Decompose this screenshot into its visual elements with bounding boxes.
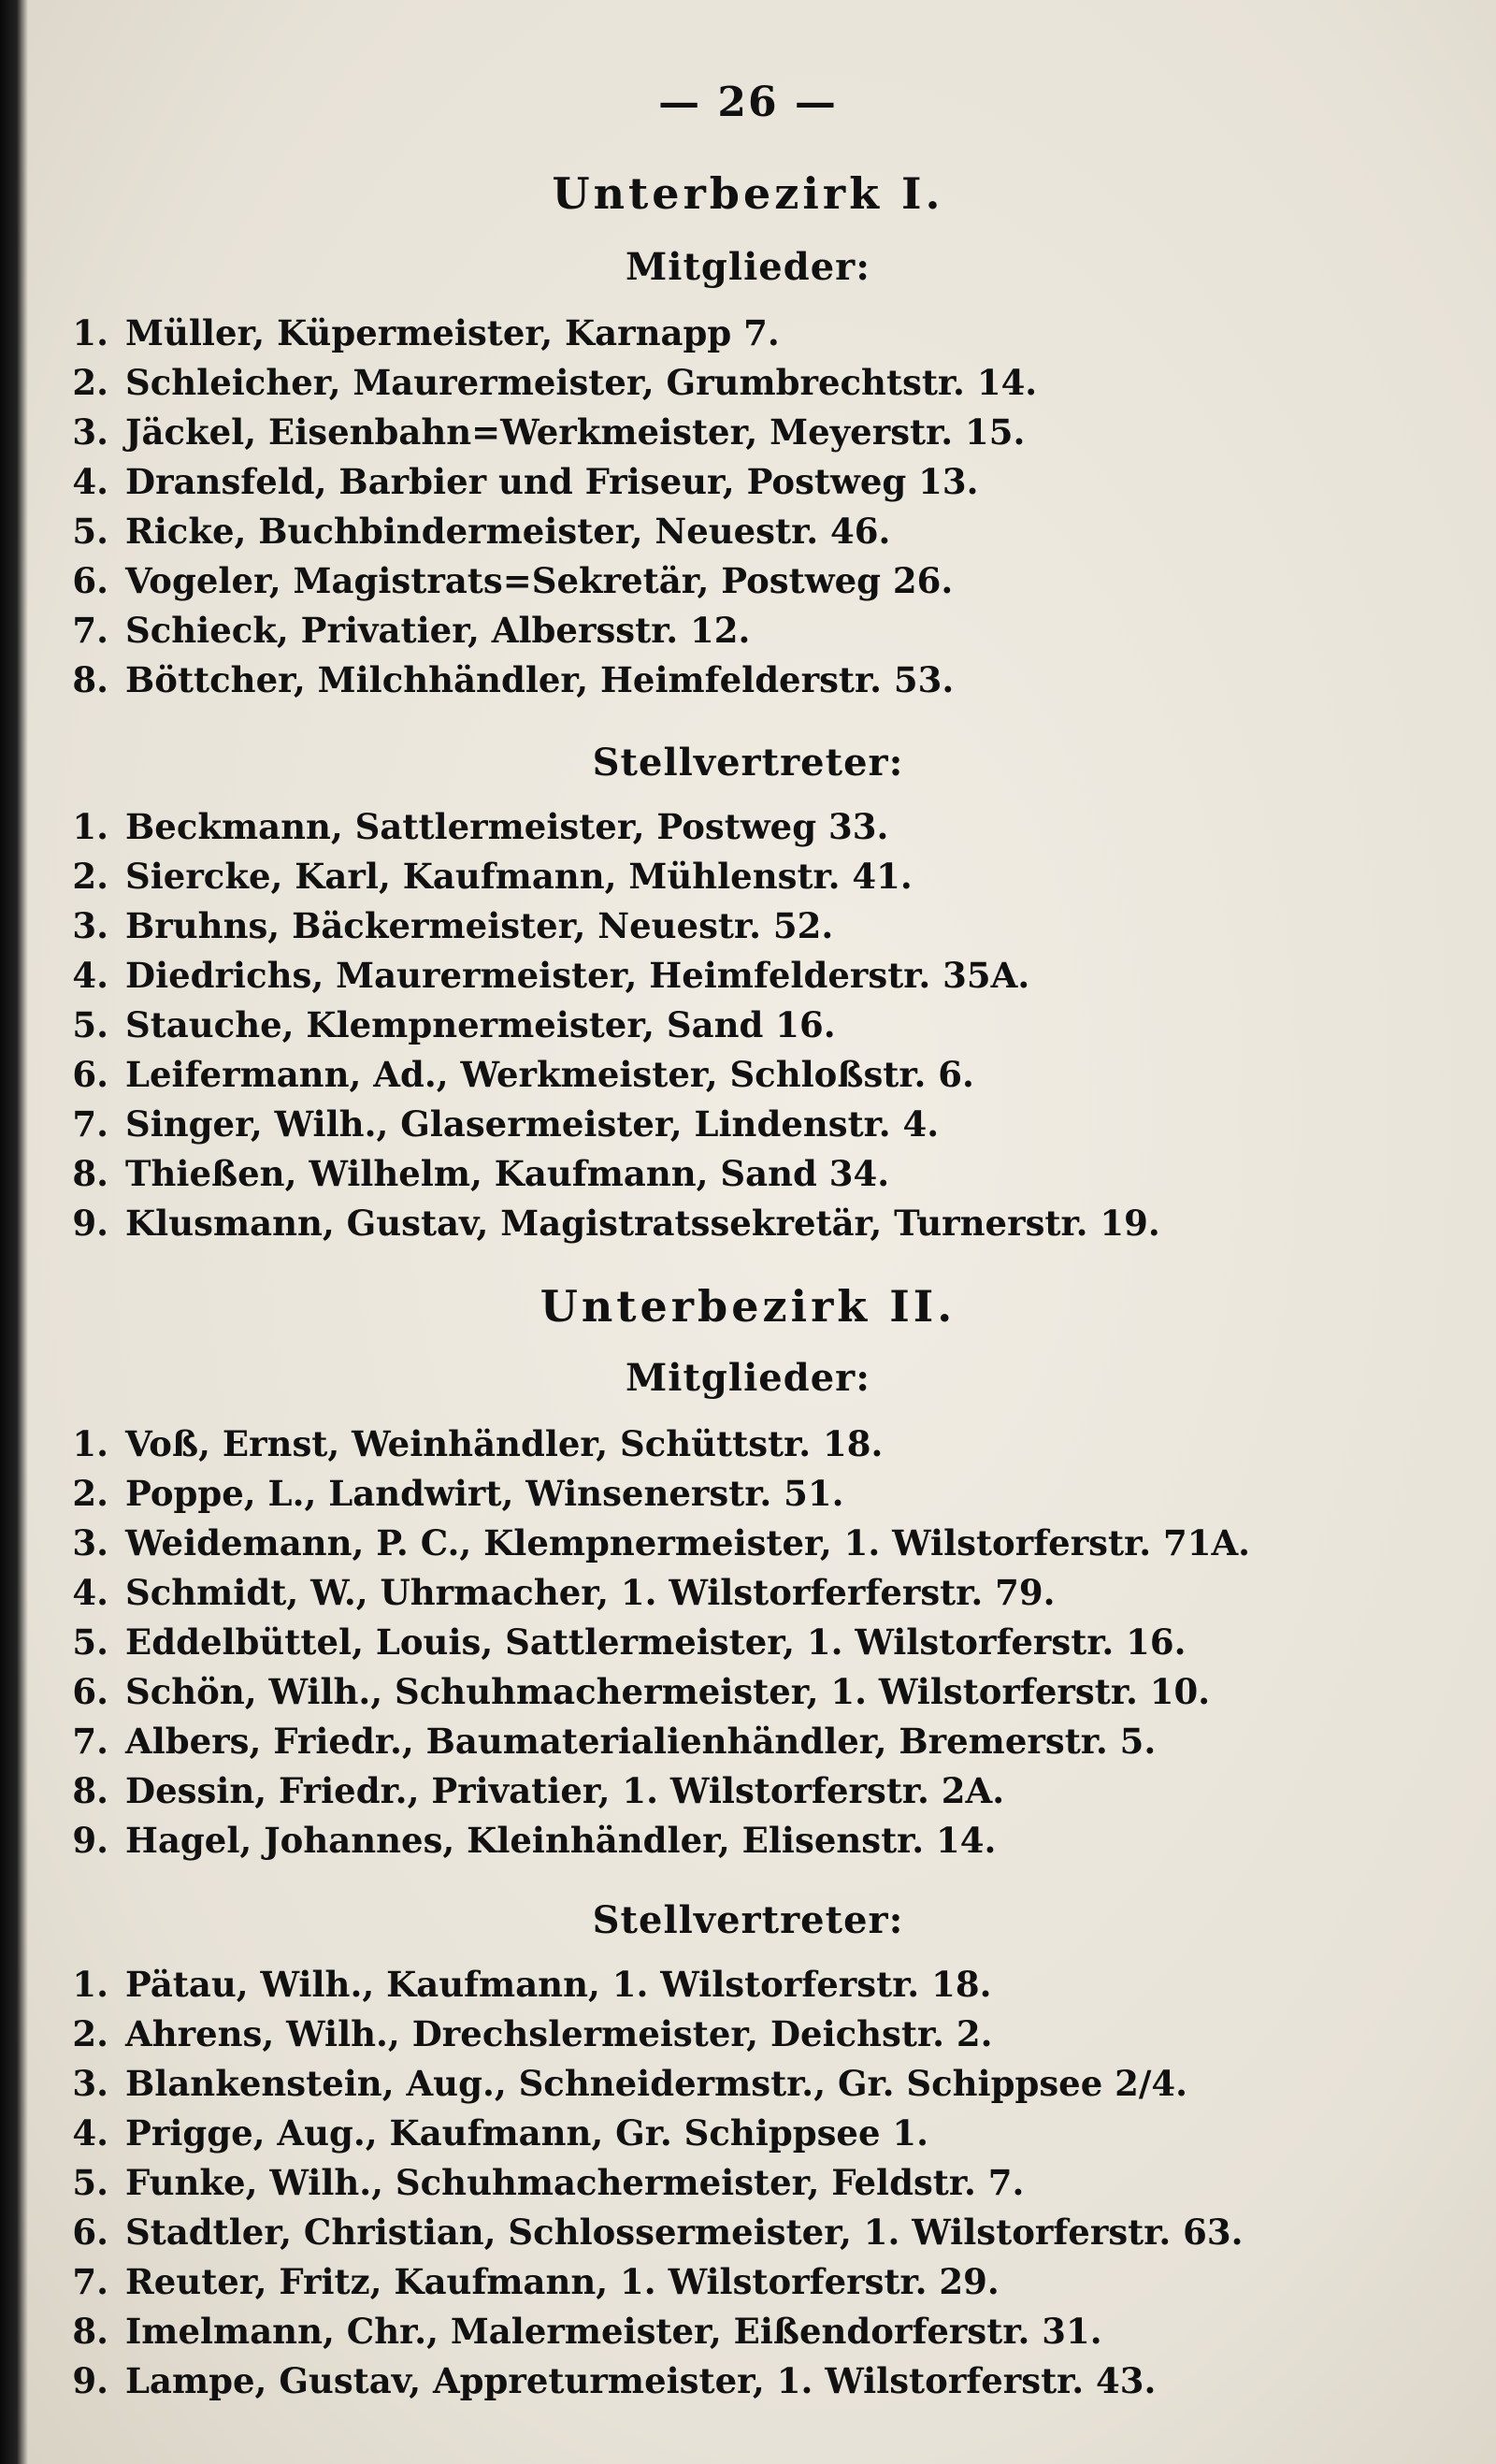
list-entry <box>54 507 1037 556</box>
entry-number: 5. <box>72 1004 108 1045</box>
list-entry <box>54 1419 1250 1469</box>
entry-text: Vogeler, Magistrats=Sekretär, Postweg 26. <box>125 560 954 601</box>
list-entry <box>54 1667 1250 1717</box>
list-entry <box>54 2208 1244 2257</box>
entry-number: 7. <box>72 610 108 651</box>
list-entry <box>54 802 1160 852</box>
entry-text: Schön, Wilh., Schuhmachermeister, 1. Wilstorferstr. 10. <box>125 1671 1211 1712</box>
entry-text: Pätau, Wilh., Kaufmann, 1. Wilstorferstr. 18. <box>125 1964 992 2005</box>
subheading-mitglieder-2: Mitglieder: <box>625 1356 870 1400</box>
entry-number: 5. <box>72 511 108 552</box>
entry-text: Thießen, Wilhelm, Kaufmann, Sand 34. <box>125 1153 890 1194</box>
section-title-unterbezirk-1: Unterbezirk I. <box>552 168 944 219</box>
entry-number: 8. <box>72 659 108 700</box>
entry-text: Leifermann, Ad., Werkmeister, Schloßstr. 6. <box>125 1054 974 1095</box>
list-entry <box>54 2356 1244 2406</box>
member-list-unterbezirk-2 <box>54 1419 1250 1866</box>
entry-text: Ricke, Buchbindermeister, Neuestr. 46. <box>125 511 891 552</box>
entry-number: 2. <box>72 2013 108 2054</box>
entry-text: Albers, Friedr., Baumaterialienhändler, Bremerstr. 5. <box>125 1721 1157 1762</box>
list-entry <box>54 2307 1244 2356</box>
entry-text: Funke, Wilh., Schuhmachermeister, Feldstr. 7. <box>125 2162 1025 2203</box>
entry-number: 4. <box>72 1572 108 1613</box>
entry-text: Stadtler, Christian, Schlossermeister, 1. Wilstorferstr. 63. <box>125 2212 1244 2253</box>
list-entry <box>54 358 1037 408</box>
deputy-list-unterbezirk-2 <box>54 1960 1244 2406</box>
entry-text: Hagel, Johannes, Kleinhändler, Elisenstr. 14. <box>125 1820 997 1861</box>
entry-text: Beckmann, Sattlermeister, Postweg 33. <box>125 806 889 847</box>
list-entry <box>54 1519 1250 1568</box>
subheading-stellvertreter-2: Stellvertreter: <box>592 1898 904 1942</box>
entry-number: 9. <box>72 1203 108 1244</box>
entry-number: 6. <box>72 1671 108 1712</box>
entry-number: 4. <box>72 461 108 502</box>
entry-number: 1. <box>72 1964 108 2005</box>
section-title-unterbezirk-2: Unterbezirk II. <box>539 1281 957 1332</box>
list-entry <box>54 656 1037 705</box>
subheading-mitglieder-1: Mitglieder: <box>625 245 870 289</box>
page-number: — 26 — <box>658 79 838 126</box>
entry-number: 4. <box>72 955 108 996</box>
entry-text: Reuter, Fritz, Kaufmann, 1. Wilstorferstr. 29. <box>125 2261 1000 2302</box>
member-list-unterbezirk-1 <box>54 309 1037 705</box>
list-entry <box>54 2158 1244 2208</box>
entry-text: Jäckel, Eisenbahn=Werkmeister, Meyerstr. 15. <box>125 411 1026 453</box>
entry-number: 2. <box>72 856 108 897</box>
list-entry <box>54 2257 1244 2307</box>
entry-text: Weidemann, P. C., Klempnermeister, 1. Wilstorferstr. 71A. <box>125 1522 1251 1563</box>
entry-number: 4. <box>72 2112 108 2154</box>
list-entry <box>54 1717 1250 1766</box>
list-entry <box>54 457 1037 507</box>
list-entry <box>54 1816 1250 1866</box>
entry-text: Eddelbüttel, Louis, Sattlermeister, 1. Wilstorferstr. 16. <box>125 1621 1187 1663</box>
entry-number: 2. <box>72 362 108 403</box>
entry-text: Ahrens, Wilh., Drechslermeister, Deichstr. 2. <box>125 2013 993 2054</box>
entry-number: 5. <box>72 2162 108 2203</box>
entry-number: 7. <box>72 1103 108 1145</box>
entry-number: 3. <box>72 905 108 946</box>
entry-text: Dessin, Friedr., Privatier, 1. Wilstorferstr. 2A. <box>125 1770 1005 1811</box>
list-entry <box>54 1568 1250 1618</box>
entry-number: 8. <box>72 2311 108 2352</box>
entry-text: Poppe, L., Landwirt, Winsenerstr. 51. <box>125 1473 844 1514</box>
list-entry <box>54 1001 1160 1050</box>
entry-number: 7. <box>72 1721 108 1762</box>
entry-text: Prigge, Aug., Kaufmann, Gr. Schippsee 1. <box>125 2112 929 2154</box>
entry-text: Schieck, Privatier, Albersstr. 12. <box>125 610 751 651</box>
list-entry <box>54 309 1037 358</box>
entry-number: 9. <box>72 2360 108 2401</box>
subheading-stellvertreter-1: Stellvertreter: <box>592 741 904 785</box>
entry-text: Müller, Küpermeister, Karnapp 7. <box>125 312 780 353</box>
entry-number: 3. <box>72 1522 108 1563</box>
list-entry <box>54 852 1160 901</box>
entry-text: Blankenstein, Aug., Schneidermstr., Gr. Schippsee 2/4. <box>125 2063 1188 2104</box>
entry-number: 8. <box>72 1770 108 1811</box>
list-entry <box>54 2109 1244 2158</box>
entry-text: Schmidt, W., Uhrmacher, 1. Wilstorferferstr. 79. <box>125 1572 1056 1613</box>
entry-number: 6. <box>72 2212 108 2253</box>
entry-text: Böttcher, Milchhändler, Heimfelderstr. 53. <box>125 659 955 700</box>
list-entry <box>54 951 1160 1001</box>
entry-text: Siercke, Karl, Kaufmann, Mühlenstr. 41. <box>125 856 913 897</box>
entry-number: 6. <box>72 1054 108 1095</box>
list-entry <box>54 901 1160 951</box>
entry-text: Dransfeld, Barbier und Friseur, Postweg 13. <box>125 461 979 502</box>
list-entry <box>54 1618 1250 1667</box>
list-entry <box>54 2010 1244 2059</box>
list-entry <box>54 1100 1160 1149</box>
entry-number: 2. <box>72 1473 108 1514</box>
entry-text: Lampe, Gustav, Appreturmeister, 1. Wilstorferstr. 43. <box>125 2360 1157 2401</box>
entry-number: 7. <box>72 2261 108 2302</box>
list-entry <box>54 1149 1160 1199</box>
list-entry <box>54 556 1037 606</box>
entry-text: Bruhns, Bäckermeister, Neuestr. 52. <box>125 905 834 946</box>
entry-number: 6. <box>72 560 108 601</box>
list-entry <box>54 1050 1160 1100</box>
list-entry <box>54 1766 1250 1816</box>
entry-text: Imelmann, Chr., Malermeister, Eißendorferstr. 31. <box>125 2311 1102 2352</box>
list-entry <box>54 1960 1244 2010</box>
entry-text: Klusmann, Gustav, Magistratssekretär, Turnerstr. 19. <box>125 1203 1160 1244</box>
book-gutter-shadow <box>0 0 28 2464</box>
entry-number: 3. <box>72 411 108 453</box>
entry-number: 5. <box>72 1621 108 1663</box>
entry-text: Voß, Ernst, Weinhändler, Schüttstr. 18. <box>125 1423 884 1464</box>
list-entry <box>54 1469 1250 1519</box>
entry-text: Diedrichs, Maurermeister, Heimfelderstr. 35A. <box>125 955 1030 996</box>
entry-number: 1. <box>72 806 108 847</box>
list-entry <box>54 606 1037 656</box>
list-entry <box>54 2059 1244 2109</box>
entry-number: 1. <box>72 1423 108 1464</box>
deputy-list-unterbezirk-1 <box>54 802 1160 1248</box>
entry-text: Stauche, Klempnermeister, Sand 16. <box>125 1004 836 1045</box>
entry-number: 8. <box>72 1153 108 1194</box>
entry-text: Singer, Wilh., Glasermeister, Lindenstr. 4. <box>125 1103 940 1145</box>
list-entry <box>54 408 1037 457</box>
entry-number: 3. <box>72 2063 108 2104</box>
list-entry <box>54 1199 1160 1248</box>
entry-text: Schleicher, Maurermeister, Grumbrechtstr. 14. <box>125 362 1038 403</box>
entry-number: 1. <box>72 312 108 353</box>
entry-number: 9. <box>72 1820 108 1861</box>
